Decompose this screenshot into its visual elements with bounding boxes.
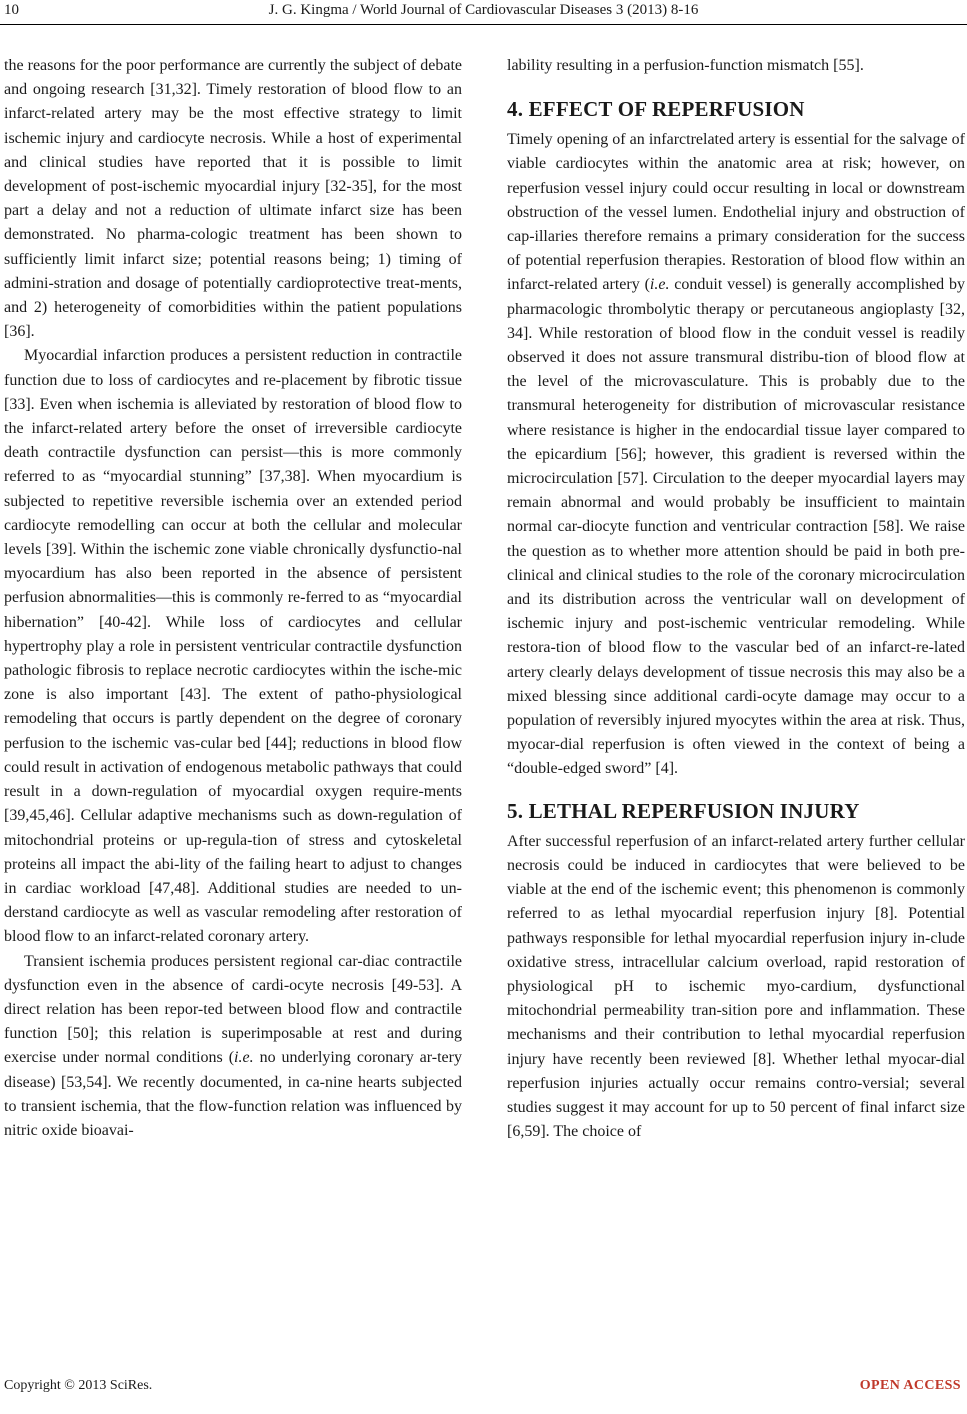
paragraph	[4, 950, 462, 1144]
paragraph-text: no underlying coronary ar-tery disease) [53,54]. We recently documented, in ca-nine hearts subjected to transient ischemia, that the flow-function relation was influenced by nitric oxide bioavai-	[4, 1049, 462, 1139]
header-divider	[0, 24, 967, 25]
right-column	[507, 54, 965, 1144]
paragraph-text: Transient ischemia produces persistent regional car-diac contractile dysfunction even in the absence of cardi-ocyte necrosis [49-53]. A direct relation has been repor-ted between blood flow and contractile function [50]; this relation is superimposable at rest and during exercise under normal conditions (	[4, 952, 462, 1067]
page-footer	[0, 1378, 967, 1408]
page-header	[0, 0, 967, 34]
italic-abbreviation: i.e.	[234, 1049, 254, 1067]
paragraph	[507, 128, 965, 781]
italic-abbreviation: i.e.	[649, 276, 670, 294]
paragraph: lability resulting in a perfusion-function mismatch [55].	[507, 57, 864, 74]
section-heading: 4. EFFECT OF REPERFUSION	[507, 97, 805, 122]
paragraph-text: conduit vessel) is generally accomplished by pharmacologic thrombolytic therapy or percutaneous angioplasty [32, 34]. While restoration of blood flow in the conduit vessel is readily observed it does not assure transmural distribu-tion of blood flow at the level of the microvasculature. This is probably due to the transmural heterogeneity for distribution of microvascular resistance where resistance is higher in the endocardial tissue layer compared to the epicardium [56]; however, this gradient is reversed within the microcirculation [57]. Circulation to the deeper myocardial layers may remain abnormal and would probably be insufficient to maintain normal car-diocyte function and ventricular contraction [58]. We raise the question as to whether more attention should be paid in both pre-clinical and clinical studies to the role of the coronary microcirculation and its distribution across the ventricular wall on development of ischemic injury and post-ischemic ventricular remodeling. While restora-tion of blood flow to the vascular bed of an infarct-re-lated artery clearly delays development of tissue necrosis this may also be a mixed blessing since additional cardi-ocyte damage may occur to a population of reversibly injured myocytes within the area at risk. Thus, myocar-dial reperfusion is often viewed in the context of being a “double-edged sword” [4].	[507, 276, 965, 778]
copyright-notice: Copyright © 2013 SciRes.	[4, 1378, 153, 1393]
section-heading: 5. LETHAL REPERFUSION INJURY	[507, 798, 860, 823]
running-title: J. G. Kingma / World Journal of Cardiovascular Diseases 3 (2013) 8-16	[268, 2, 699, 18]
left-column	[4, 54, 462, 1143]
open-access-label: OPEN ACCESS	[859, 1378, 961, 1393]
page-number: 10	[4, 2, 19, 18]
paragraph: Myocardial infarction produces a persistent reduction in contractile function due to loss of cardiocytes and re-placement by fibrotic tissue [33]. Even when ischemia is alleviated by restoration of blood flow to the infarct-related artery before the onset of irreversible cardiocyte death contractile dysfunction can persist—this is more commonly referred to as “myocardial stunning” [37,38]. When myocardium is subjected to repetitive reversible ischemia over an extended period cardiocyte remodelling can occur at both the cellular and molecular levels [39]. Within the ischemic zone viable chronically dysfunctio-nal myocardium has also been reported in the absence of persistent perfusion abnormalities—this is commonly re-ferred to as “myocardial hibernation” [40-42]. While loss of cardiocytes and cellular hypertrophy play a role in persistent ventricular contractile dysfunction pathologic fibrosis to replace necrotic cardiocytes within the ische-mic zone is also important [43]. The extent of patho-physiological remodeling that occurs is partly dependent on the degree of coronary perfusion to the ischemic vas-cular bed [44]; reductions in blood flow could result in activation of endogenous metabolic pathways that could result in a down-regulation of myocardial oxygen require-ments [39,45,46]. Cellular adaptive mechanisms such as down-regulation of mitochondrial proteins or up-regula-tion of stress and cytoskeletal proteins all impact the abi-lity of the failing heart to adjust to changes in cardiac workload [47,48]. Additional studies are needed to un-derstand cardiocyte as well as vascular remodeling after restoration of blood flow to an infarct-related coronary artery.	[4, 347, 462, 946]
paragraph: the reasons for the poor performance are currently the subject of debate and ongoing research [31,32]. Timely restoration of blood flow to an infarct-related artery may be the most effective strategy to limit ischemic injury and cardiocyte necrosis. While a host of experimental and clinical studies have reported that it is possible to limit development of post-ischemic myocardial injury [32-35], for the most part a delay and not a reduction of ultimate infarct size has been demonstrated. No pharma-cologic treatment has been shown to sufficiently limit infarct size; potential reasons being; 1) timing of admini-stration and dosage of potentially cardioprotective treat-ments, and 2) heterogeneity of comorbidities within the patient populations [36].	[4, 57, 462, 341]
paragraph: After successful reperfusion of an infarct-related artery further cellular necrosis could be induced in cardiocytes that were believed to be viable at the end of the ischemic event; this phenomenon is commonly referred to as lethal myocardial reperfusion injury [8]. Potential pathways responsible for lethal myocardial reperfusion injury in-clude oxidative stress, intracellular calcium overload, rapid restoration of physiological pH to ischemic myo-cardium, dysfunctional mitochondrial permeability tran-sition pore and inflammation. These mechanisms and their contribution to lethal myocardial reperfusion injury have recently been reviewed [8]. Whether lethal myocar-dial reperfusion injuries actually occur remains contro-versial; several studies suggest it may account for up to 50 percent of final infarct size [6,59]. The choice of	[507, 832, 965, 1141]
paragraph-text: Timely opening of an infarctrelated artery is essential for the salvage of viable cardiocytes within the anatomic area at risk; however, on reperfusion vessel injury could occur resulting in local or downstream obstruction of the vessel lumen. Endothelial injury and obstruction of cap-illaries therefore remains a primary consideration for the success of potential reperfusion therapies. Restoration of blood flow within an infarct-related artery (	[507, 131, 965, 294]
